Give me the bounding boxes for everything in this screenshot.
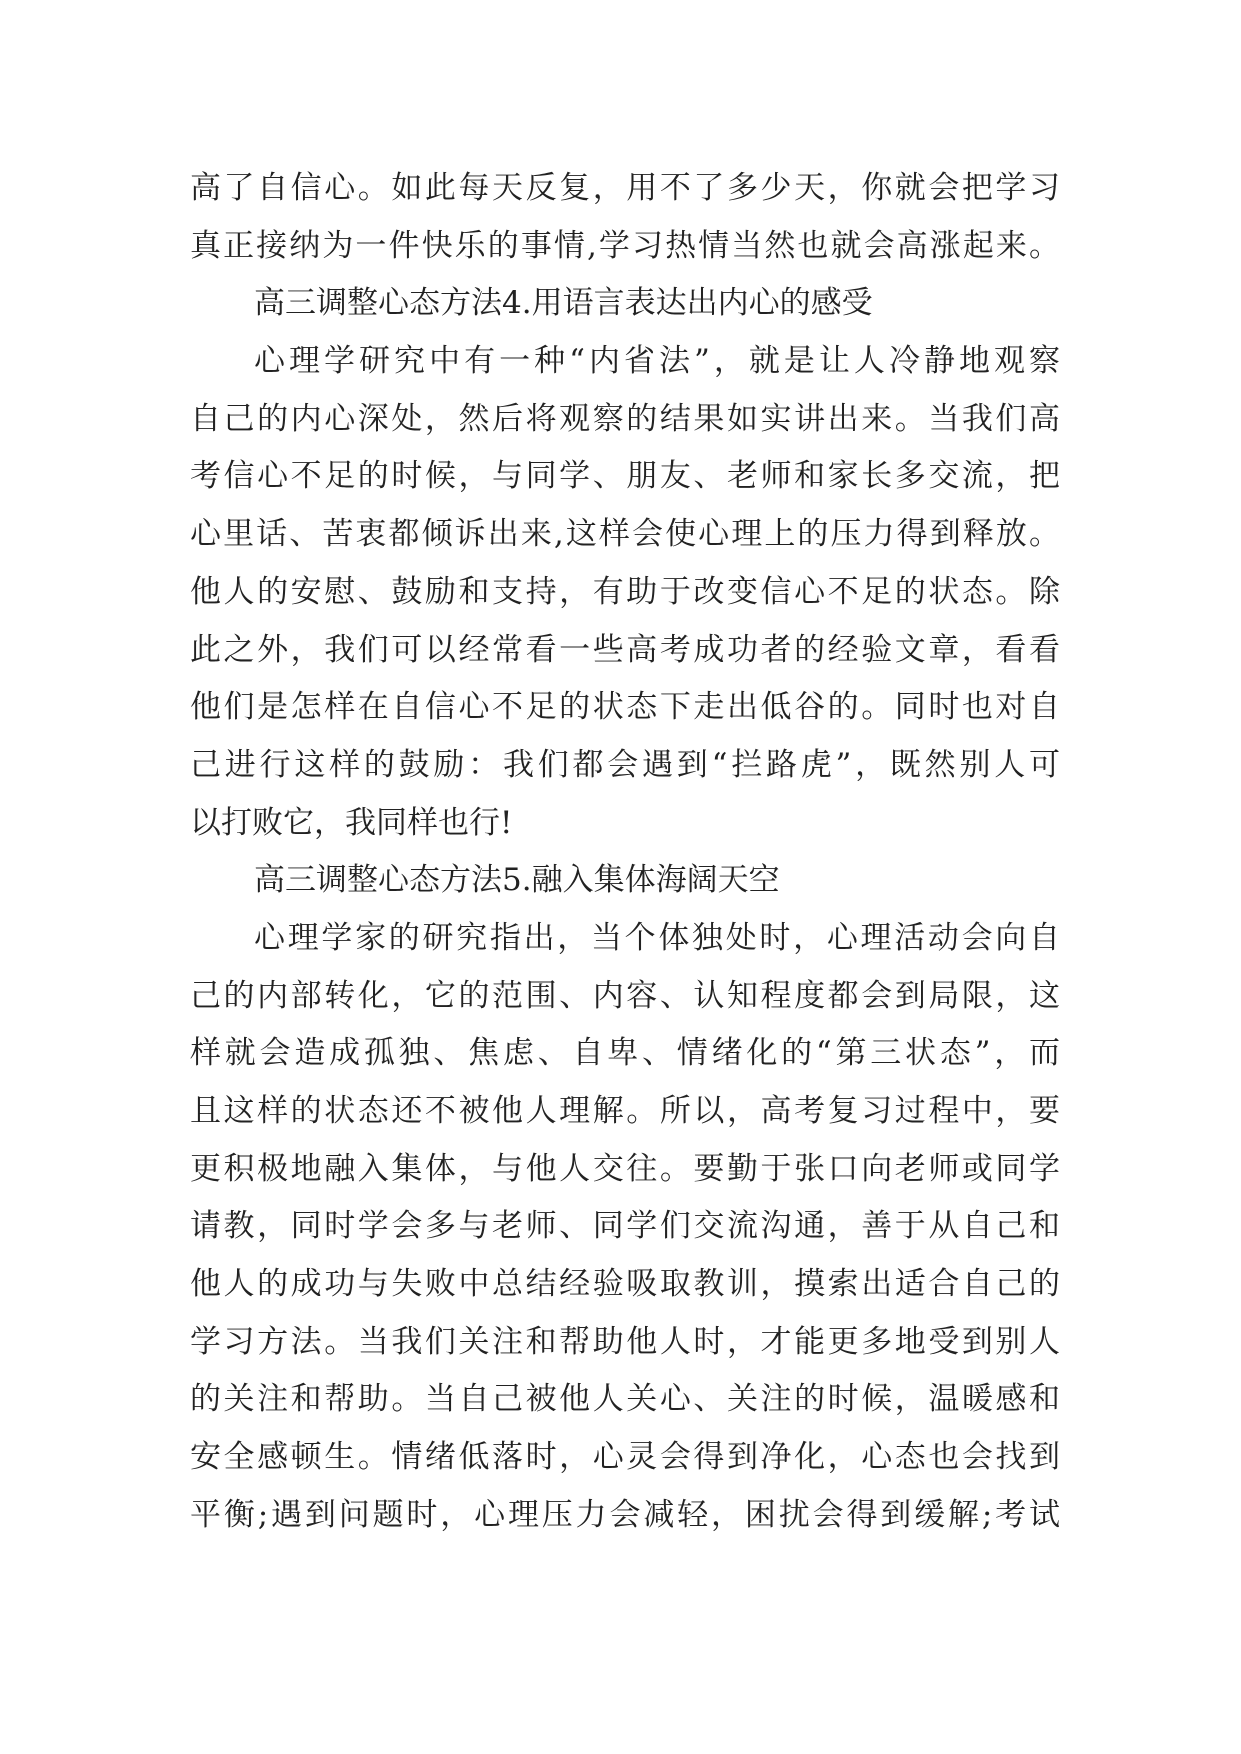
paragraph-first-line: 心理学研究中有一种“内省法”，就是让人冷静地观察	[254, 343, 1060, 380]
text-line: 请教，同时学会多与老师、同学们交流沟通，善于从自己和	[190, 1208, 1060, 1245]
text-line: 他人的安慰、鼓励和支持，有助于改变信心不足的状态。除	[190, 573, 1060, 610]
text-line: 考信心不足的时候，与同学、朋友、老师和家长多交流，把	[190, 458, 1060, 495]
text-line: 己进行这样的鼓励：我们都会遇到“拦路虎”，既然别人可	[190, 746, 1060, 783]
text-line: 平衡;遇到问题时，心理压力会减轻，困扰会得到缓解;考试	[190, 1496, 1060, 1533]
text-line: 真正接纳为一件快乐的事情,学习热情当然也就会高涨起来。	[190, 227, 1060, 264]
text-line: 的关注和帮助。当自己被他人关心、关注的时候，温暖感和	[190, 1381, 1060, 1418]
text-line: 自己的内心深处，然后将观察的结果如实讲出来。当我们高	[190, 400, 1060, 437]
section-heading: 高三调整心态方法5.融入集体海阔天空	[254, 862, 780, 899]
text-line: 更积极地融入集体，与他人交往。要勤于张口向老师或同学	[190, 1150, 1060, 1187]
document-body	[190, 160, 1060, 1545]
section-heading: 高三调整心态方法4.用语言表达出内心的感受	[254, 285, 873, 322]
paragraph-first-line: 心理学家的研究指出，当个体独处时，心理活动会向自	[254, 919, 1060, 956]
text-line: 己的内部转化，它的范围、内容、认知程度都会到局限，这	[190, 977, 1060, 1014]
text-line: 学习方法。当我们关注和帮助他人时，才能更多地受到别人	[190, 1323, 1060, 1360]
text-line: 样就会造成孤独、焦虑、自卑、情绪化的“第三状态”，而	[190, 1035, 1060, 1072]
text-line: 心里话、苦衷都倾诉出来,这样会使心理上的压力得到释放。	[190, 516, 1060, 553]
text-line: 安全感顿生。情绪低落时，心灵会得到净化，心态也会找到	[190, 1439, 1060, 1476]
paragraph-last-line: 以打败它，我同样也行!	[190, 804, 513, 841]
text-line: 且这样的状态还不被他人理解。所以，高考复习过程中，要	[190, 1093, 1060, 1129]
text-line: 此之外，我们可以经常看一些高考成功者的经验文章，看看	[190, 631, 1060, 668]
text-line: 他人的成功与失败中总结经验吸取教训，摸索出适合自己的	[190, 1266, 1060, 1303]
text-line: 高了自信心。如此每天反复，用不了多少天，你就会把学习	[190, 170, 1060, 206]
text-line: 他们是怎样在自信心不足的状态下走出低谷的。同时也对自	[190, 689, 1060, 726]
